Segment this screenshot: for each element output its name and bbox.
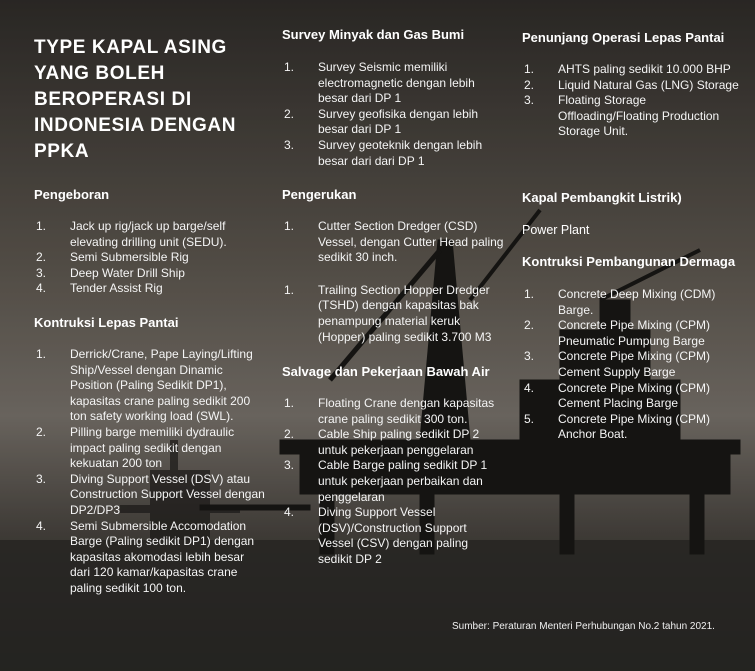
item-text: Semi Submersible Accomodation Barge (Paling sedikit DP1) dengan kapasitas akomodasi lebih besar dari 120 kamar/kapasitas crane paling sedikit 100 ton.	[70, 518, 255, 595]
section-heading-pengeboran: Pengeboran	[34, 187, 110, 202]
item-text: Pilling barge memiliki dydraulic impact paling sedikit dengan kekuatan 200 ton	[70, 424, 235, 471]
item-text: Jack up rig/jack up barge/self elevating drilling unit (SEDU).	[70, 219, 227, 249]
item-number: 2.	[36, 250, 47, 265]
item-number: 3.	[524, 349, 535, 364]
section-heading-kontruksi-lepas-pantai: Kontruksi Lepas Pantai	[34, 315, 179, 330]
item-text: Liquid Natural Gas (LNG) Storage	[558, 77, 739, 92]
item-text: Survey geofisika dengan lebih besar dari DP 1	[318, 106, 479, 137]
item-number: 1.	[524, 287, 535, 301]
list-item	[34, 281, 266, 297]
item-number: 1.	[36, 347, 47, 361]
list-pengerukan	[282, 219, 504, 345]
item-text: Cutter Section Dredger (CSD) Vessel, dengan Cutter Head paling sedikit 30 inch.	[318, 219, 504, 265]
list-item	[522, 412, 744, 443]
item-text: Concrete Pipe Mixing (CPM) Cement Placing Barge	[558, 380, 711, 411]
list-item	[282, 283, 504, 345]
item-number: 3.	[36, 471, 47, 486]
list-item	[34, 519, 266, 597]
list-item	[282, 219, 504, 266]
section-heading-salvage: Salvage dan Pekerjaan Bawah Air	[282, 364, 490, 379]
list-kontruksi-lepas-pantai	[34, 347, 266, 597]
item-number: 5.	[524, 411, 535, 426]
item-text: Deep Water Drill Ship	[70, 265, 185, 280]
item-text: Concrete Deep Mixing (CDM) Barge.	[558, 287, 716, 317]
item-number: 4.	[524, 380, 535, 395]
list-item	[522, 349, 744, 380]
list-item	[282, 427, 504, 458]
item-text: Survey Seismic memiliki electromagnetic dengan lebih besar dari DP 1	[318, 60, 475, 106]
item-number: 2.	[524, 318, 535, 333]
item-text: Derrick/Crane, Pape Laying/Lifting Ship/Vessel dengan Dinamic Position (Paling Sedikit DP1), kapasitas crane paling sedikit 200 ton safety working load (SWL).	[70, 347, 253, 424]
item-text: Floating Storage Offloading/Floating Production Storage Unit.	[558, 93, 720, 139]
list-item	[282, 505, 504, 567]
item-number: 3.	[524, 93, 535, 108]
list-pengeboran	[34, 219, 266, 297]
item-text: AHTS paling sedikit 10.000 BHP	[558, 62, 731, 76]
section-heading-kontruksi-dermaga: Kontruksi Pembangunan Dermaga	[522, 254, 736, 269]
item-text: Diving Support Vessel (DSV)/Construction Support Vessel (CSV) dengan paling sedikit DP 2	[318, 505, 469, 566]
item-number: 3.	[284, 137, 295, 152]
list-item	[522, 62, 744, 78]
item-number: 1.	[284, 396, 295, 410]
item-text: Survey geoteknik dengan lebih besar dari dari DP 1	[318, 137, 483, 168]
list-item	[522, 93, 744, 140]
section-heading-penunjang-operasi: Penunjang Operasi Lepas Pantai	[522, 30, 725, 45]
list-item	[34, 347, 266, 425]
list-kontruksi-dermaga	[522, 287, 744, 443]
list-survey-migas	[282, 60, 504, 169]
item-text: Cable Barge paling sedikit DP 1 untuk pekerjaan perbaikan dan penggelaran	[318, 458, 488, 504]
item-number: 4.	[36, 518, 47, 533]
item-number: 2.	[284, 106, 295, 121]
source-citation: Sumber: Peraturan Menteri Perhubungan No.2 tahun 2021.	[452, 621, 715, 632]
list-item	[34, 425, 266, 472]
list-item	[282, 458, 504, 505]
item-text: Concrete Pipe Mixing (CPM) Cement Supply Barge	[558, 349, 711, 379]
item-text: Diving Support Vessel (DSV) atau Construction Support Vessel dengan DP2/DP3	[70, 471, 265, 517]
item-number: 4.	[36, 281, 47, 296]
list-item	[522, 287, 744, 318]
item-number: 2.	[524, 77, 535, 92]
list-item	[34, 266, 266, 282]
list-item	[34, 250, 266, 266]
section-heading-pengerukan: Pengerukan	[282, 187, 357, 202]
item-number: 1.	[284, 282, 295, 297]
item-number: 3.	[284, 458, 295, 473]
list-salvage	[282, 396, 504, 568]
item-text: Floating Crane dengan kapasitas crane paling sedikit 300 ton.	[318, 396, 495, 426]
item-text: Trailing Section Hopper Dredger (TSHD) dengan kapasitas bak penampung material keruk (Hopper) paling sedikit 3.700 M3	[318, 282, 492, 344]
item-number: 2.	[284, 427, 295, 442]
item-number: 1.	[524, 62, 535, 76]
list-item	[282, 396, 504, 427]
list-item	[34, 219, 266, 250]
item-number: 3.	[36, 265, 47, 280]
list-item	[34, 472, 266, 519]
list-item	[522, 381, 744, 412]
section-heading-kapal-pembangkit: Kapal Pembangkit Listrik)	[522, 190, 682, 205]
list-item	[282, 107, 504, 138]
item-number: 2.	[36, 424, 47, 439]
list-penunjang-operasi	[522, 62, 744, 140]
item-number: 4.	[284, 505, 295, 520]
item-number: 1.	[284, 60, 295, 74]
item-text: Concrete Pipe Mixing (CPM) Pneumatic Pumpung Barge	[558, 318, 711, 348]
item-text: Cable Ship paling sedikit DP 2 untuk pekerjaan penggelaran	[318, 427, 480, 457]
list-item	[282, 60, 504, 107]
item-text: Tender Assist Rig	[70, 281, 163, 296]
item-text: Semi Submersible Rig	[70, 250, 189, 265]
power-plant-text: Power Plant	[522, 223, 590, 237]
poster-title: TYPE KAPAL ASING YANG BOLEH BEROPERASI DI INDONESIA DENGAN PPKA	[34, 37, 237, 162]
item-number: 1.	[36, 219, 47, 233]
item-text: Concrete Pipe Mixing (CPM) Anchor Boat.	[558, 411, 711, 442]
section-heading-survey-migas: Survey Minyak dan Gas Bumi	[282, 27, 465, 42]
list-item	[522, 318, 744, 349]
list-item	[282, 138, 504, 169]
list-item	[522, 78, 744, 94]
item-number: 1.	[284, 219, 295, 233]
